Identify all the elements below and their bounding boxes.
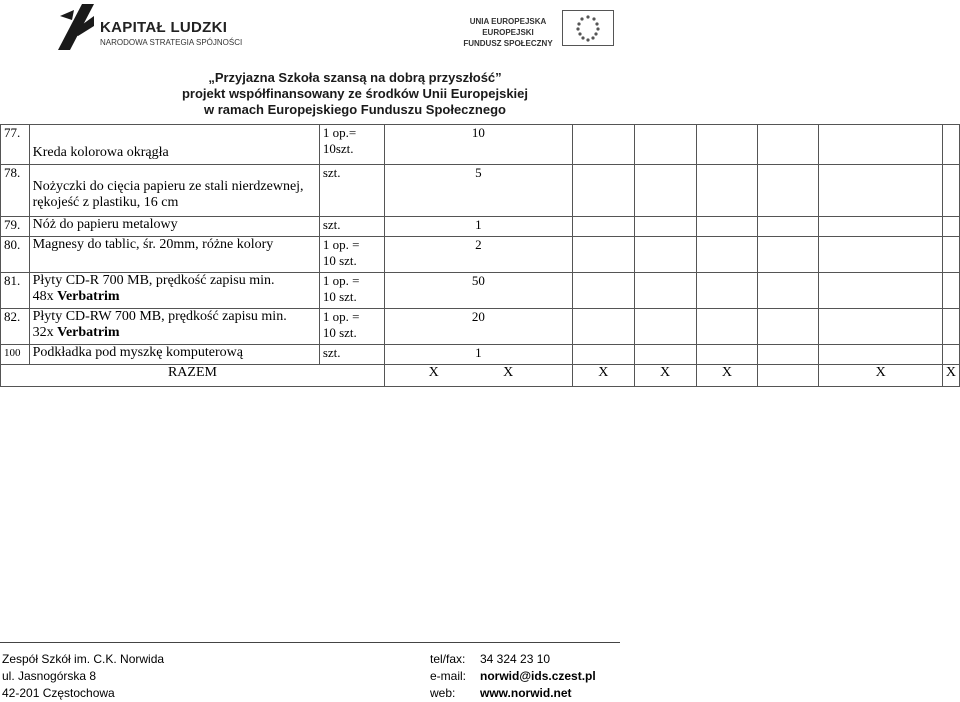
- item-name: [29, 165, 319, 217]
- footer-web-link[interactable]: www.norwid.net: [480, 686, 572, 700]
- empty-cell: [942, 345, 959, 365]
- empty-cell: [758, 217, 819, 237]
- footer-divider: [0, 642, 620, 643]
- unit-line1: 1 op.=: [322, 125, 357, 140]
- item-name-line1: Nożyczki do cięcia papieru ze stali nierdzewnej,: [32, 179, 304, 194]
- project-title: „Przyjazna Szkoła szansą na dobrą przyszłość”: [208, 70, 502, 85]
- total-mark: X: [634, 365, 696, 387]
- empty-cell: [758, 309, 819, 345]
- item-quantity: 50: [384, 273, 572, 309]
- item-unit: [319, 237, 384, 273]
- item-unit: szt.: [319, 165, 384, 217]
- empty-cell: [696, 217, 758, 237]
- item-quantity: 20: [384, 309, 572, 345]
- items-table: [0, 124, 960, 387]
- item-brand: Verbatrim: [57, 289, 120, 304]
- table-row: [1, 125, 960, 165]
- footer-email-label: e-mail:: [430, 669, 467, 683]
- item-quantity: 2: [384, 237, 572, 273]
- footer-street: ul. Jasnogórska 8: [2, 669, 97, 683]
- row-number: 80.: [1, 237, 30, 273]
- item-name: Nóż do papieru metalowy: [29, 217, 319, 237]
- empty-cell: [942, 217, 959, 237]
- item-name-line2: [33, 289, 316, 305]
- empty-cell: [819, 125, 942, 165]
- item-name: Magnesy do tablic, śr. 20mm, różne kolory: [29, 237, 319, 273]
- item-unit: [319, 125, 384, 165]
- empty-cell: [634, 217, 696, 237]
- total-mark: X: [819, 365, 942, 387]
- empty-cell: [696, 345, 758, 365]
- item-quantity: 1: [384, 217, 572, 237]
- unit-line1: 1 op. =: [322, 273, 360, 288]
- empty-cell: [696, 273, 758, 309]
- table-row: [1, 237, 960, 273]
- empty-cell: [942, 125, 959, 165]
- total-mark-text: X: [503, 365, 514, 380]
- table-row: [1, 165, 960, 217]
- table-row: [1, 345, 960, 365]
- empty-cell: [758, 345, 819, 365]
- project-cofinanced: projekt współfinansowany ze środków Unii Europejskiej: [181, 86, 529, 101]
- empty-cell: [819, 273, 942, 309]
- item-name-text: Kreda kolorowa okrągła: [32, 145, 169, 160]
- empty-cell: [634, 309, 696, 345]
- eu-line2: EUROPEJSKI: [482, 28, 534, 37]
- footer-web-label: web:: [430, 686, 456, 700]
- item-name: [29, 309, 319, 345]
- footer-email-link[interactable]: norwid@ids.czest.pl: [480, 669, 596, 683]
- empty-cell: [634, 125, 696, 165]
- empty-cell: [758, 125, 819, 165]
- empty-cell: [696, 165, 758, 217]
- empty-cell: [758, 237, 819, 273]
- item-name-line1: Płyty CD-RW 700 MB, prędkość zapisu min.: [32, 309, 287, 324]
- empty-cell: [572, 237, 634, 273]
- empty-cell: [696, 237, 758, 273]
- empty-cell: [819, 165, 942, 217]
- row-number: 77.: [1, 125, 30, 165]
- footer-school: Zespół Szkół im. C.K. Norwida: [2, 652, 165, 666]
- item-name-line1: Płyty CD-R 700 MB, prędkość zapisu min.: [32, 273, 275, 288]
- empty-cell: [696, 125, 758, 165]
- eu-logo-text: [460, 16, 556, 49]
- item-unit: [319, 273, 384, 309]
- item-name-line2: rękojeść z plastiku, 16 cm: [32, 195, 179, 210]
- project-fund: w ramach Europejskiego Funduszu Społecznego: [204, 102, 506, 117]
- item-name: [29, 273, 319, 309]
- empty-cell: [819, 345, 942, 365]
- row-number: 78.: [1, 165, 30, 217]
- total-row: [1, 365, 960, 387]
- total-mark: X: [572, 365, 634, 387]
- empty-cell: [942, 273, 959, 309]
- empty-cell: [942, 165, 959, 217]
- total-mark: [384, 365, 572, 387]
- row-number: 81.: [1, 273, 30, 309]
- footer-telfax-label: tel/fax:: [430, 652, 466, 666]
- empty-cell: [572, 309, 634, 345]
- footer-telfax-value: 34 324 23 10: [480, 652, 551, 666]
- unit-line2: 10szt.: [322, 141, 354, 156]
- empty-cell: [572, 165, 634, 217]
- empty-cell: [758, 273, 819, 309]
- unit-line2: 10 szt.: [322, 253, 357, 268]
- table-row: [1, 217, 960, 237]
- kl-subtitle: NARODOWA STRATEGIA SPÓJNOŚCI: [100, 38, 243, 47]
- unit-line2: 10 szt.: [322, 289, 357, 304]
- footer-city: 42-201 Częstochowa: [2, 686, 115, 700]
- empty-cell: [634, 345, 696, 365]
- total-mark-text: X: [428, 365, 439, 380]
- eu-line1: UNIA EUROPEJSKA: [469, 17, 547, 26]
- item-quantity: 1: [384, 345, 572, 365]
- empty-cell: [758, 365, 819, 387]
- empty-cell: [696, 309, 758, 345]
- item-name-line2: [33, 325, 316, 341]
- eu-flag-icon: [562, 10, 614, 46]
- row-number: 82.: [1, 309, 30, 345]
- item-name-line2-prefix: 32x: [32, 325, 58, 340]
- empty-cell: [819, 237, 942, 273]
- item-unit: szt.: [319, 345, 384, 365]
- unit-line2: 10 szt.: [322, 325, 357, 340]
- empty-cell: [819, 309, 942, 345]
- total-mark: X: [942, 365, 959, 387]
- empty-cell: [634, 165, 696, 217]
- total-mark: X: [696, 365, 758, 387]
- empty-cell: [572, 273, 634, 309]
- item-quantity: 10: [384, 125, 572, 165]
- item-quantity: 5: [384, 165, 572, 217]
- unit-line1: 1 op. =: [322, 237, 360, 252]
- item-name: Podkładka pod myszkę komputerową: [29, 345, 319, 365]
- empty-cell: [572, 345, 634, 365]
- empty-cell: [819, 217, 942, 237]
- item-unit: szt.: [319, 217, 384, 237]
- total-label: RAZEM: [1, 365, 385, 387]
- empty-cell: [942, 309, 959, 345]
- unit-line1: 1 op. =: [322, 309, 360, 324]
- table-row: [1, 309, 960, 345]
- table-row: [1, 273, 960, 309]
- empty-cell: [634, 273, 696, 309]
- kl-title: KAPITAŁ LUDZKI: [100, 19, 228, 36]
- item-name-line2-prefix: 48x: [32, 289, 58, 304]
- empty-cell: [572, 125, 634, 165]
- row-number: 79.: [1, 217, 30, 237]
- item-brand: Verbatrim: [57, 325, 120, 340]
- empty-cell: [942, 237, 959, 273]
- item-name: [29, 125, 319, 165]
- row-number: 100: [1, 345, 30, 365]
- eu-line3: FUNDUSZ SPOŁECZNY: [463, 39, 553, 48]
- item-unit: [319, 309, 384, 345]
- empty-cell: [634, 237, 696, 273]
- empty-cell: [758, 165, 819, 217]
- empty-cell: [572, 217, 634, 237]
